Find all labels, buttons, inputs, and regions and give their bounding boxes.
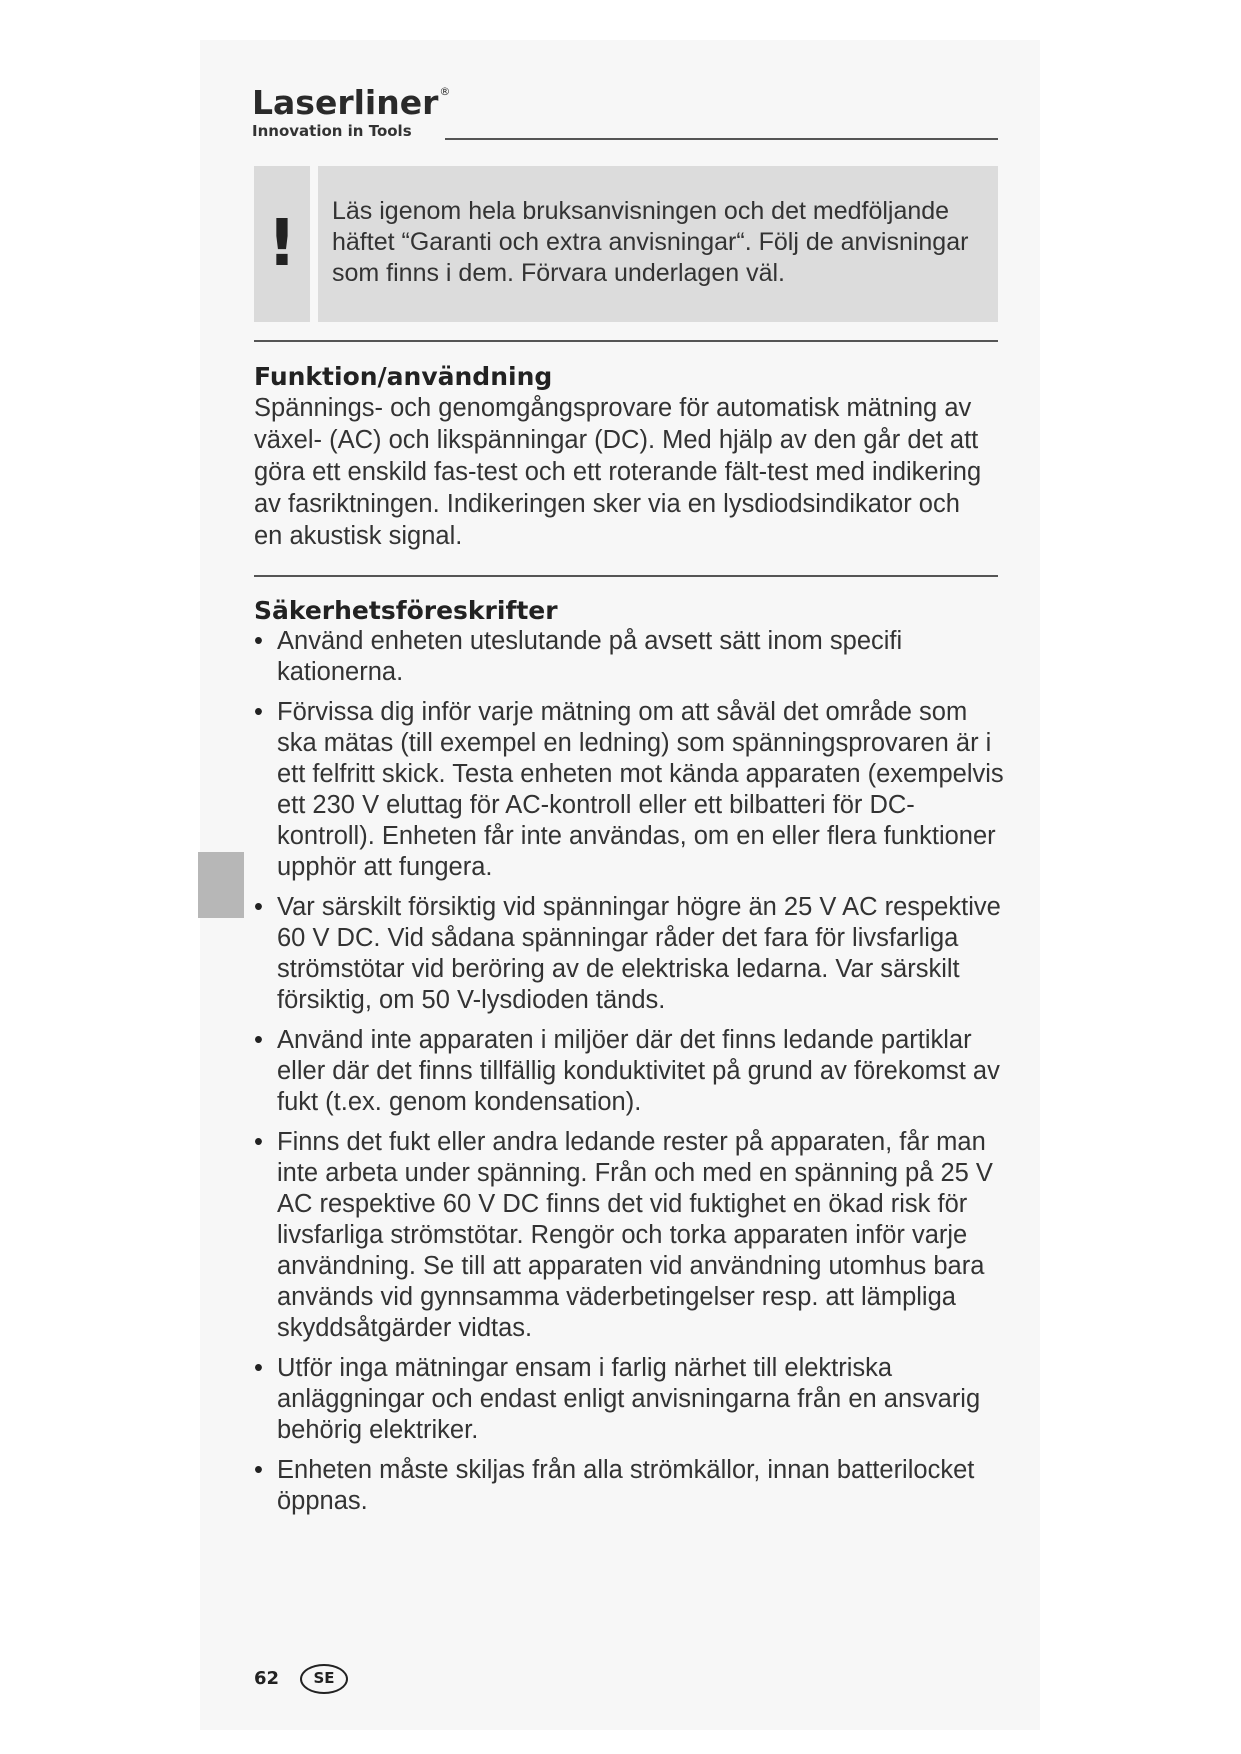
bullet-icon: •: [254, 1128, 263, 1156]
safety-item-text: Finns det fukt eller andra ledande rester på apparaten, får man inte arbeta under spänning. Från och med en spänning på 25 V AC respektive 60 V DC finns det vid fuktighet en ökad risk för livsfarliga strömstötar. Rengör och torka apparaten inför varje användning. Se till att apparaten vid användning utomhus bara används vid gynnsamma väderbetingelser resp. att lämpliga skyddsåtgärder vidtas.: [277, 1128, 993, 1342]
function-section-text: Spännings- och genomgångsprovare för automatisk mätning av växel- (AC) och likspänningar (DC). Med hjälp av den går det att göra ett enskild fas-test och ett roterande fält-test med indikering av fasriktningen. Indikeringen sker via en lysdiodsindikator och en akustisk signal.: [254, 394, 982, 550]
brand-logo: [252, 83, 451, 122]
section-divider: [254, 575, 998, 577]
function-section-title: Funktion/användning: [254, 362, 553, 391]
bullet-icon: •: [254, 627, 263, 655]
safety-item-text: Förvissa dig inför varje mätning om att såväl det område som ska mätas (till exempel en ledning) som spänningsprovaren är i ett felfritt skick. Testa enheten mot kända apparaten (exempelvis ett 230 V eluttag för AC-kontroll eller ett bilbatteri för DC-kontroll). Enheten får inte användas, om en eller flera funktioner upphör att fungera.: [277, 698, 1004, 881]
brand-name: Laserliner: [252, 83, 439, 122]
bullet-icon: •: [254, 698, 263, 726]
registered-mark: ®: [439, 85, 451, 98]
page-number: 62: [254, 1668, 280, 1689]
safety-section-title: Säkerhetsföreskrifter: [254, 596, 558, 625]
bullet-icon: •: [254, 1354, 263, 1382]
notice-text-panel: [318, 166, 998, 322]
notice-box: [254, 166, 998, 322]
list-item: [254, 892, 1004, 1016]
safety-list: [254, 626, 1004, 1526]
safety-item-text: Enheten måste skiljas från alla strömkällor, innan batterilocket öppnas.: [277, 1456, 975, 1515]
header-divider: [445, 138, 998, 140]
list-item: [254, 697, 1004, 883]
bullet-icon: •: [254, 893, 263, 921]
list-item: [254, 1127, 1004, 1344]
list-item: [254, 1025, 1004, 1118]
language-badge: SE: [300, 1664, 348, 1694]
bullet-icon: •: [254, 1026, 263, 1054]
list-item: [254, 1353, 1004, 1446]
brand-header: [252, 83, 998, 146]
safety-item-text: Använd enheten uteslutande på avsett sätt inom specifi kationerna.: [277, 627, 903, 686]
section-divider: [254, 340, 998, 342]
list-item: [254, 626, 1004, 688]
brand-tagline: Innovation in Tools: [252, 122, 412, 140]
list-item: [254, 1455, 1004, 1517]
bullet-icon: •: [254, 1456, 263, 1484]
notice-text: Läs igenom hela bruksanvisningen och det medföljande häftet “Garanti och extra anvisningar“. Följ de anvisningar som finns i dem. Förvara underlagen väl.: [332, 197, 969, 287]
safety-item-text: Utför inga mätningar ensam i farlig närhet till elektriska anläggningar och endast enligt anvisningarna från en ansvarig behörig elektriker.: [277, 1354, 981, 1444]
safety-item-text: Var särskilt försiktig vid spänningar högre än 25 V AC respektive 60 V DC. Vid sådana spänningar råder det fara för livsfarliga strömstötar vid beröring av de elektriska ledarna. Var särskilt försiktig, om 50 V-lysdioden tänds.: [277, 893, 1001, 1014]
chapter-side-tab: [198, 852, 244, 918]
safety-item-text: Använd inte apparaten i miljöer där det finns ledande partiklar eller där det finns tillfällig konduktivitet på grund av förekomst av fukt (t.ex. genom kondensation).: [277, 1026, 1000, 1116]
warning-exclamation-icon: !: [254, 166, 310, 322]
